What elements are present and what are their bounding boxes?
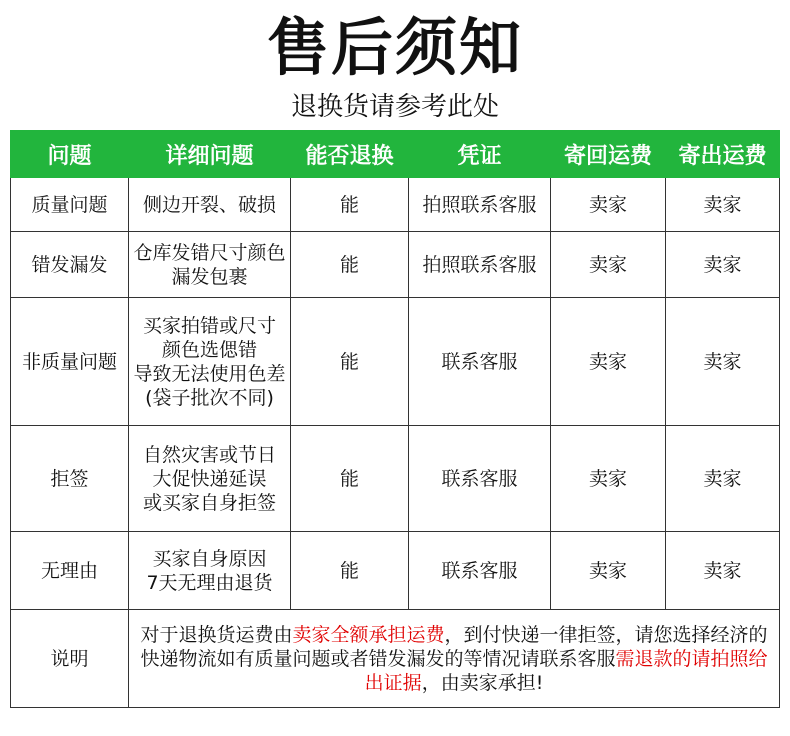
note-text [129, 610, 780, 708]
detail-cell [129, 178, 291, 232]
detail-cell [129, 298, 291, 426]
send-fee-cell: 卖家 [666, 178, 780, 232]
return-fee-cell: 卖家 [551, 298, 666, 426]
detail-cell [129, 426, 291, 532]
header-return-fee: 寄回运费 [551, 131, 666, 178]
header-send-fee: 寄出运费 [666, 131, 780, 178]
header-proof: 凭证 [409, 131, 551, 178]
detail-cell [129, 232, 291, 298]
note-text-part: ，由卖家承担! [421, 671, 544, 694]
issue-cell: 无理由 [11, 532, 129, 610]
note-text-part: 对于退换货运费由 [140, 623, 293, 646]
table-row [11, 232, 780, 298]
returnable-cell: 能 [291, 532, 409, 610]
detail-line: 买家自身原因 [152, 547, 267, 570]
return-fee-cell: 卖家 [551, 178, 666, 232]
detail-line: 买家拍错或尺寸 [142, 314, 276, 337]
return-fee-cell: 卖家 [551, 426, 666, 532]
note-highlight: 卖家全额承担运费 [292, 623, 445, 646]
send-fee-cell: 卖家 [666, 232, 780, 298]
page-title: 售后须知 [266, 11, 523, 84]
send-fee-cell: 卖家 [666, 426, 780, 532]
detail-line: (袋子批次不同) [145, 386, 274, 409]
return-policy-table [10, 130, 780, 708]
note-text-part: ，到付快递一律拒签，请您选择经济的快递物流如有质量问题或者错发漏发的等情况请联系客服 [140, 623, 768, 670]
return-fee-cell: 卖家 [551, 232, 666, 298]
issue-cell: 拒签 [11, 426, 129, 532]
detail-cell [129, 532, 291, 610]
table-row [11, 298, 780, 426]
proof-cell: 联系客服 [409, 532, 551, 610]
detail-line: 颜色选偲错 [161, 338, 257, 361]
note-row [11, 610, 780, 708]
detail-line: 大促快递延误 [152, 467, 267, 490]
detail-line: 侧边开裂、破损 [142, 193, 276, 216]
table-header-row [11, 131, 780, 178]
note-highlight: 需退款的请拍照给出证据 [364, 647, 768, 694]
header-detail: 详细问题 [129, 131, 291, 178]
detail-line: 或买家自身拒签 [142, 491, 276, 514]
detail-line: 自然灾害或节日 [142, 443, 276, 466]
returnable-cell: 能 [291, 426, 409, 532]
table-row [11, 178, 780, 232]
returnable-cell: 能 [291, 178, 409, 232]
send-fee-cell: 卖家 [666, 298, 780, 426]
header-returnable: 能否退换 [291, 131, 409, 178]
issue-cell: 质量问题 [11, 178, 129, 232]
proof-cell: 联系客服 [409, 298, 551, 426]
detail-line: 仓库发错尺寸颜色 [133, 241, 286, 264]
send-fee-cell: 卖家 [666, 532, 780, 610]
detail-line: 7天无理由退货 [146, 571, 273, 594]
issue-cell: 非质量问题 [11, 298, 129, 426]
returnable-cell: 能 [291, 232, 409, 298]
detail-line: 导致无法使用色差 [133, 362, 286, 385]
issue-cell: 错发漏发 [11, 232, 129, 298]
table-row [11, 426, 780, 532]
proof-cell: 拍照联系客服 [409, 232, 551, 298]
returnable-cell: 能 [291, 298, 409, 426]
note-label: 说明 [11, 610, 129, 708]
detail-line: 漏发包裹 [171, 265, 248, 288]
proof-cell: 联系客服 [409, 426, 551, 532]
table-row [11, 532, 780, 610]
page-subtitle: 退换货请参考此处 [290, 92, 499, 122]
proof-cell: 拍照联系客服 [409, 178, 551, 232]
header-issue: 问题 [11, 131, 129, 178]
return-fee-cell: 卖家 [551, 532, 666, 610]
